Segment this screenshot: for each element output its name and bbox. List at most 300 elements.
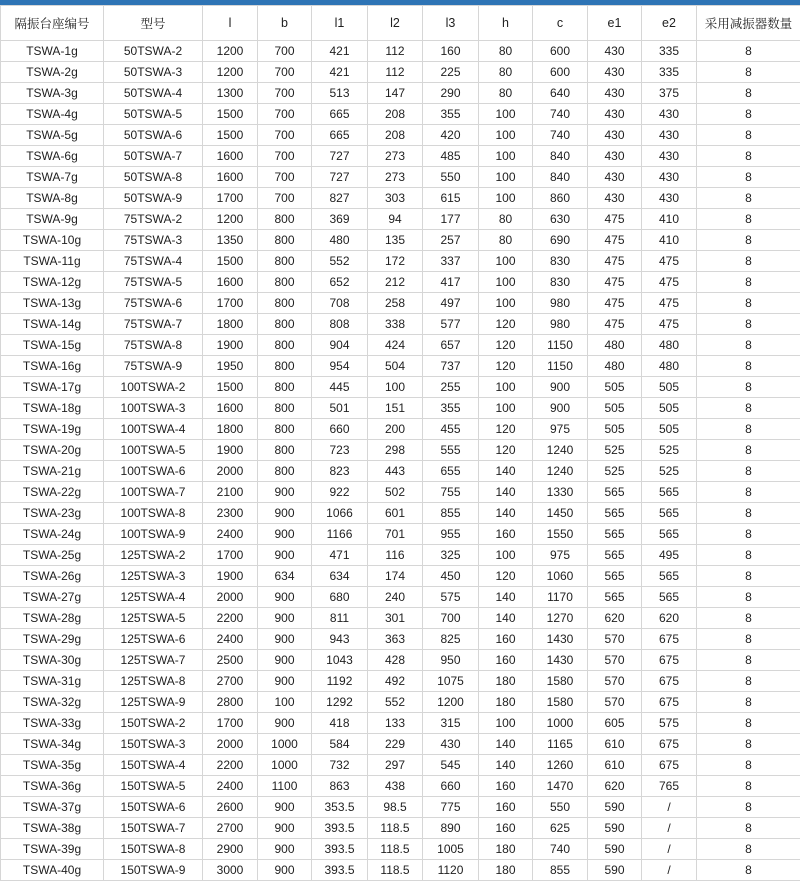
cell: 505: [588, 377, 642, 398]
column-header-0: 隔振台座编号: [1, 6, 104, 41]
cell: 298: [368, 440, 423, 461]
cell: 100: [479, 125, 533, 146]
cell: 393.5: [312, 860, 368, 881]
cell: 900: [258, 524, 312, 545]
cell: 701: [368, 524, 423, 545]
cell: 480: [642, 356, 697, 377]
cell: 8: [697, 41, 800, 62]
cell: 140: [479, 755, 533, 776]
cell: 505: [642, 398, 697, 419]
cell: 315: [423, 713, 479, 734]
cell: 660: [312, 419, 368, 440]
cell: 980: [533, 293, 588, 314]
cell: 160: [423, 41, 479, 62]
cell: 800: [258, 335, 312, 356]
cell: 160: [479, 797, 533, 818]
cell: 8: [697, 272, 800, 293]
cell: 950: [423, 650, 479, 671]
cell: 150TSWA-6: [104, 797, 203, 818]
cell: 1000: [258, 755, 312, 776]
cell: 922: [312, 482, 368, 503]
table-row: [1, 41, 800, 62]
cell: 1580: [533, 692, 588, 713]
cell: 112: [368, 41, 423, 62]
cell: 620: [588, 776, 642, 797]
cell: 50TSWA-9: [104, 188, 203, 209]
cell: 151: [368, 398, 423, 419]
cell: 840: [533, 167, 588, 188]
cell: 625: [533, 818, 588, 839]
cell: 8: [697, 755, 800, 776]
cell: 740: [533, 839, 588, 860]
cell: /: [642, 818, 697, 839]
cell: 100: [258, 692, 312, 713]
table-row: [1, 230, 800, 251]
cell: TSWA-1g: [1, 41, 104, 62]
cell: 1600: [203, 167, 258, 188]
cell: 410: [642, 209, 697, 230]
cell: 570: [588, 650, 642, 671]
cell: 900: [258, 671, 312, 692]
cell: 2200: [203, 755, 258, 776]
table-row: [1, 671, 800, 692]
cell: 1450: [533, 503, 588, 524]
column-header-9: e1: [588, 6, 642, 41]
cell: 430: [642, 146, 697, 167]
table-row: [1, 461, 800, 482]
cell: 1700: [203, 188, 258, 209]
cell: 75TSWA-8: [104, 335, 203, 356]
cell: 75TSWA-5: [104, 272, 203, 293]
cell: 8: [697, 797, 800, 818]
cell: 492: [368, 671, 423, 692]
cell: 2700: [203, 671, 258, 692]
cell: 8: [697, 482, 800, 503]
cell: 430: [588, 146, 642, 167]
cell: 590: [588, 839, 642, 860]
cell: 421: [312, 41, 368, 62]
cell: 140: [479, 482, 533, 503]
vibration-isolation-platform-spec-table: [0, 5, 800, 881]
table-row: [1, 734, 800, 755]
cell: 1166: [312, 524, 368, 545]
cell: 900: [533, 377, 588, 398]
cell: 424: [368, 335, 423, 356]
cell: 8: [697, 713, 800, 734]
cell: 118.5: [368, 860, 423, 881]
table-row: [1, 566, 800, 587]
cell: 150TSWA-9: [104, 860, 203, 881]
cell: 665: [312, 104, 368, 125]
cell: 410: [642, 230, 697, 251]
cell: 980: [533, 314, 588, 335]
cell: 675: [642, 671, 697, 692]
cell: 325: [423, 545, 479, 566]
cell: 600: [533, 62, 588, 83]
cell: 1600: [203, 272, 258, 293]
cell: 700: [258, 104, 312, 125]
cell: 80: [479, 209, 533, 230]
cell: TSWA-29g: [1, 629, 104, 650]
cell: 800: [258, 230, 312, 251]
cell: 1043: [312, 650, 368, 671]
cell: 708: [312, 293, 368, 314]
cell: 601: [368, 503, 423, 524]
cell: 8: [697, 566, 800, 587]
cell: 100: [479, 377, 533, 398]
cell: 1330: [533, 482, 588, 503]
cell: 125TSWA-2: [104, 545, 203, 566]
cell: 301: [368, 608, 423, 629]
cell: 1000: [258, 734, 312, 755]
table-row: [1, 62, 800, 83]
cell: 50TSWA-7: [104, 146, 203, 167]
cell: 8: [697, 293, 800, 314]
cell: 229: [368, 734, 423, 755]
cell: 954: [312, 356, 368, 377]
cell: 737: [423, 356, 479, 377]
cell: 150TSWA-8: [104, 839, 203, 860]
cell: 1300: [203, 83, 258, 104]
cell: 100: [479, 167, 533, 188]
table-row: [1, 860, 800, 881]
cell: 147: [368, 83, 423, 104]
cell: 8: [697, 419, 800, 440]
cell: 430: [642, 188, 697, 209]
cell: 125TSWA-7: [104, 650, 203, 671]
table-row: [1, 545, 800, 566]
cell: 800: [258, 356, 312, 377]
table-row: [1, 503, 800, 524]
cell: 904: [312, 335, 368, 356]
cell: 180: [479, 860, 533, 881]
cell: TSWA-34g: [1, 734, 104, 755]
cell: 475: [642, 314, 697, 335]
cell: TSWA-13g: [1, 293, 104, 314]
column-header-2: l: [203, 6, 258, 41]
cell: 150TSWA-7: [104, 818, 203, 839]
cell: 140: [479, 608, 533, 629]
cell: 80: [479, 62, 533, 83]
cell: 75TSWA-9: [104, 356, 203, 377]
cell: 900: [533, 398, 588, 419]
table-row: [1, 356, 800, 377]
cell: 8: [697, 545, 800, 566]
cell: 8: [697, 629, 800, 650]
cell: 740: [533, 104, 588, 125]
cell: 208: [368, 125, 423, 146]
cell: 1240: [533, 461, 588, 482]
cell: 800: [258, 314, 312, 335]
cell: 125TSWA-4: [104, 587, 203, 608]
cell: TSWA-25g: [1, 545, 104, 566]
cell: 1800: [203, 314, 258, 335]
cell: 570: [588, 671, 642, 692]
cell: TSWA-6g: [1, 146, 104, 167]
cell: 2000: [203, 587, 258, 608]
cell: 634: [312, 566, 368, 587]
cell: 550: [533, 797, 588, 818]
cell: 1200: [203, 62, 258, 83]
cell: 565: [642, 482, 697, 503]
cell: 430: [588, 104, 642, 125]
cell: 430: [588, 41, 642, 62]
cell: 140: [479, 461, 533, 482]
cell: TSWA-38g: [1, 818, 104, 839]
cell: 675: [642, 755, 697, 776]
cell: 900: [258, 587, 312, 608]
cell: 652: [312, 272, 368, 293]
cell: 125TSWA-9: [104, 692, 203, 713]
cell: 1430: [533, 650, 588, 671]
cell: TSWA-17g: [1, 377, 104, 398]
table-row: [1, 272, 800, 293]
cell: 273: [368, 146, 423, 167]
cell: 1066: [312, 503, 368, 524]
cell: 630: [533, 209, 588, 230]
cell: 1600: [203, 146, 258, 167]
cell: 208: [368, 104, 423, 125]
cell: 900: [258, 503, 312, 524]
table-row: [1, 650, 800, 671]
cell: 8: [697, 398, 800, 419]
cell: 1270: [533, 608, 588, 629]
cell: 830: [533, 272, 588, 293]
cell: 369: [312, 209, 368, 230]
cell: 700: [258, 83, 312, 104]
cell: 590: [588, 818, 642, 839]
cell: 1150: [533, 335, 588, 356]
table-row: [1, 482, 800, 503]
cell: 100: [479, 188, 533, 209]
cell: 475: [588, 230, 642, 251]
cell: 8: [697, 818, 800, 839]
cell: 80: [479, 83, 533, 104]
cell: 8: [697, 167, 800, 188]
cell: TSWA-26g: [1, 566, 104, 587]
cell: 565: [642, 566, 697, 587]
cell: TSWA-11g: [1, 251, 104, 272]
cell: 550: [423, 167, 479, 188]
cell: 2900: [203, 839, 258, 860]
cell: 212: [368, 272, 423, 293]
cell: 552: [368, 692, 423, 713]
cell: 353.5: [312, 797, 368, 818]
cell: 180: [479, 671, 533, 692]
cell: 393.5: [312, 818, 368, 839]
cell: 160: [479, 818, 533, 839]
cell: 75TSWA-6: [104, 293, 203, 314]
table-row: [1, 188, 800, 209]
cell: 610: [588, 755, 642, 776]
cell: 675: [642, 692, 697, 713]
cell: 2300: [203, 503, 258, 524]
cell: 174: [368, 566, 423, 587]
cell: 755: [423, 482, 479, 503]
cell: 8: [697, 503, 800, 524]
cell: 335: [642, 62, 697, 83]
cell: TSWA-3g: [1, 83, 104, 104]
cell: 675: [642, 629, 697, 650]
cell: 600: [533, 41, 588, 62]
cell: 1700: [203, 293, 258, 314]
cell: 723: [312, 440, 368, 461]
cell: 800: [258, 251, 312, 272]
table-row: [1, 335, 800, 356]
table-row: [1, 104, 800, 125]
table-row: [1, 692, 800, 713]
cell: TSWA-28g: [1, 608, 104, 629]
table-row: [1, 293, 800, 314]
cell: 1200: [203, 41, 258, 62]
cell: 118.5: [368, 839, 423, 860]
table-row: [1, 251, 800, 272]
cell: 100TSWA-4: [104, 419, 203, 440]
cell: 1260: [533, 755, 588, 776]
cell: 525: [642, 440, 697, 461]
cell: 480: [588, 356, 642, 377]
cell: 727: [312, 167, 368, 188]
cell: 480: [642, 335, 697, 356]
cell: 160: [479, 650, 533, 671]
cell: 700: [258, 41, 312, 62]
cell: 100: [479, 104, 533, 125]
cell: 430: [588, 125, 642, 146]
cell: 1700: [203, 545, 258, 566]
cell: 565: [642, 503, 697, 524]
cell: 8: [697, 587, 800, 608]
cell: 1500: [203, 377, 258, 398]
cell: 825: [423, 629, 479, 650]
cell: 8: [697, 461, 800, 482]
cell: TSWA-10g: [1, 230, 104, 251]
cell: 118.5: [368, 818, 423, 839]
cell: 100: [479, 251, 533, 272]
cell: 900: [258, 860, 312, 881]
cell: 565: [588, 503, 642, 524]
cell: 50TSWA-3: [104, 62, 203, 83]
cell: 430: [588, 83, 642, 104]
cell: 565: [642, 587, 697, 608]
cell: TSWA-35g: [1, 755, 104, 776]
cell: /: [642, 839, 697, 860]
cell: 900: [258, 545, 312, 566]
cell: 420: [423, 125, 479, 146]
cell: 504: [368, 356, 423, 377]
cell: 303: [368, 188, 423, 209]
table-row: [1, 440, 800, 461]
cell: 605: [588, 713, 642, 734]
cell: 8: [697, 335, 800, 356]
cell: 140: [479, 587, 533, 608]
cell: 660: [423, 776, 479, 797]
cell: TSWA-32g: [1, 692, 104, 713]
cell: 830: [533, 251, 588, 272]
cell: 363: [368, 629, 423, 650]
cell: 430: [588, 62, 642, 83]
header-row: [1, 6, 800, 41]
cell: 100: [479, 146, 533, 167]
cell: 160: [479, 524, 533, 545]
cell: TSWA-33g: [1, 713, 104, 734]
cell: 455: [423, 419, 479, 440]
cell: 1075: [423, 671, 479, 692]
table-row: [1, 524, 800, 545]
column-header-11: 采用减振器数量: [697, 6, 800, 41]
cell: 565: [588, 524, 642, 545]
cell: 800: [258, 377, 312, 398]
cell: 430: [642, 167, 697, 188]
cell: 525: [588, 461, 642, 482]
cell: 172: [368, 251, 423, 272]
cell: 50TSWA-8: [104, 167, 203, 188]
cell: 160: [479, 629, 533, 650]
table-row: [1, 146, 800, 167]
cell: 257: [423, 230, 479, 251]
cell: TSWA-22g: [1, 482, 104, 503]
cell: 417: [423, 272, 479, 293]
cell: 590: [588, 860, 642, 881]
cell: TSWA-23g: [1, 503, 104, 524]
cell: 1165: [533, 734, 588, 755]
cell: 1192: [312, 671, 368, 692]
cell: 1150: [533, 356, 588, 377]
cell: 1470: [533, 776, 588, 797]
cell: 943: [312, 629, 368, 650]
cell: 335: [642, 41, 697, 62]
cell: 355: [423, 398, 479, 419]
cell: 94: [368, 209, 423, 230]
cell: 355: [423, 104, 479, 125]
cell: 501: [312, 398, 368, 419]
cell: 505: [588, 419, 642, 440]
cell: 1200: [203, 209, 258, 230]
cell: 100: [479, 272, 533, 293]
cell: 273: [368, 167, 423, 188]
cell: TSWA-15g: [1, 335, 104, 356]
cell: 1292: [312, 692, 368, 713]
table-row: [1, 83, 800, 104]
table-body: [1, 41, 800, 881]
cell: 900: [258, 818, 312, 839]
cell: 727: [312, 146, 368, 167]
cell: TSWA-7g: [1, 167, 104, 188]
cell: TSWA-27g: [1, 587, 104, 608]
table-row: [1, 713, 800, 734]
cell: 675: [642, 650, 697, 671]
cell: TSWA-40g: [1, 860, 104, 881]
cell: 640: [533, 83, 588, 104]
cell: 8: [697, 377, 800, 398]
cell: 75TSWA-2: [104, 209, 203, 230]
cell: 337: [423, 251, 479, 272]
table-row: [1, 587, 800, 608]
cell: 80: [479, 41, 533, 62]
cell: 610: [588, 734, 642, 755]
cell: 8: [697, 104, 800, 125]
cell: 552: [312, 251, 368, 272]
cell: 75TSWA-7: [104, 314, 203, 335]
cell: TSWA-20g: [1, 440, 104, 461]
cell: 116: [368, 545, 423, 566]
cell: 1900: [203, 566, 258, 587]
cell: 200: [368, 419, 423, 440]
cell: 430: [423, 734, 479, 755]
cell: 665: [312, 125, 368, 146]
cell: 8: [697, 188, 800, 209]
cell: 8: [697, 671, 800, 692]
cell: 100: [479, 713, 533, 734]
